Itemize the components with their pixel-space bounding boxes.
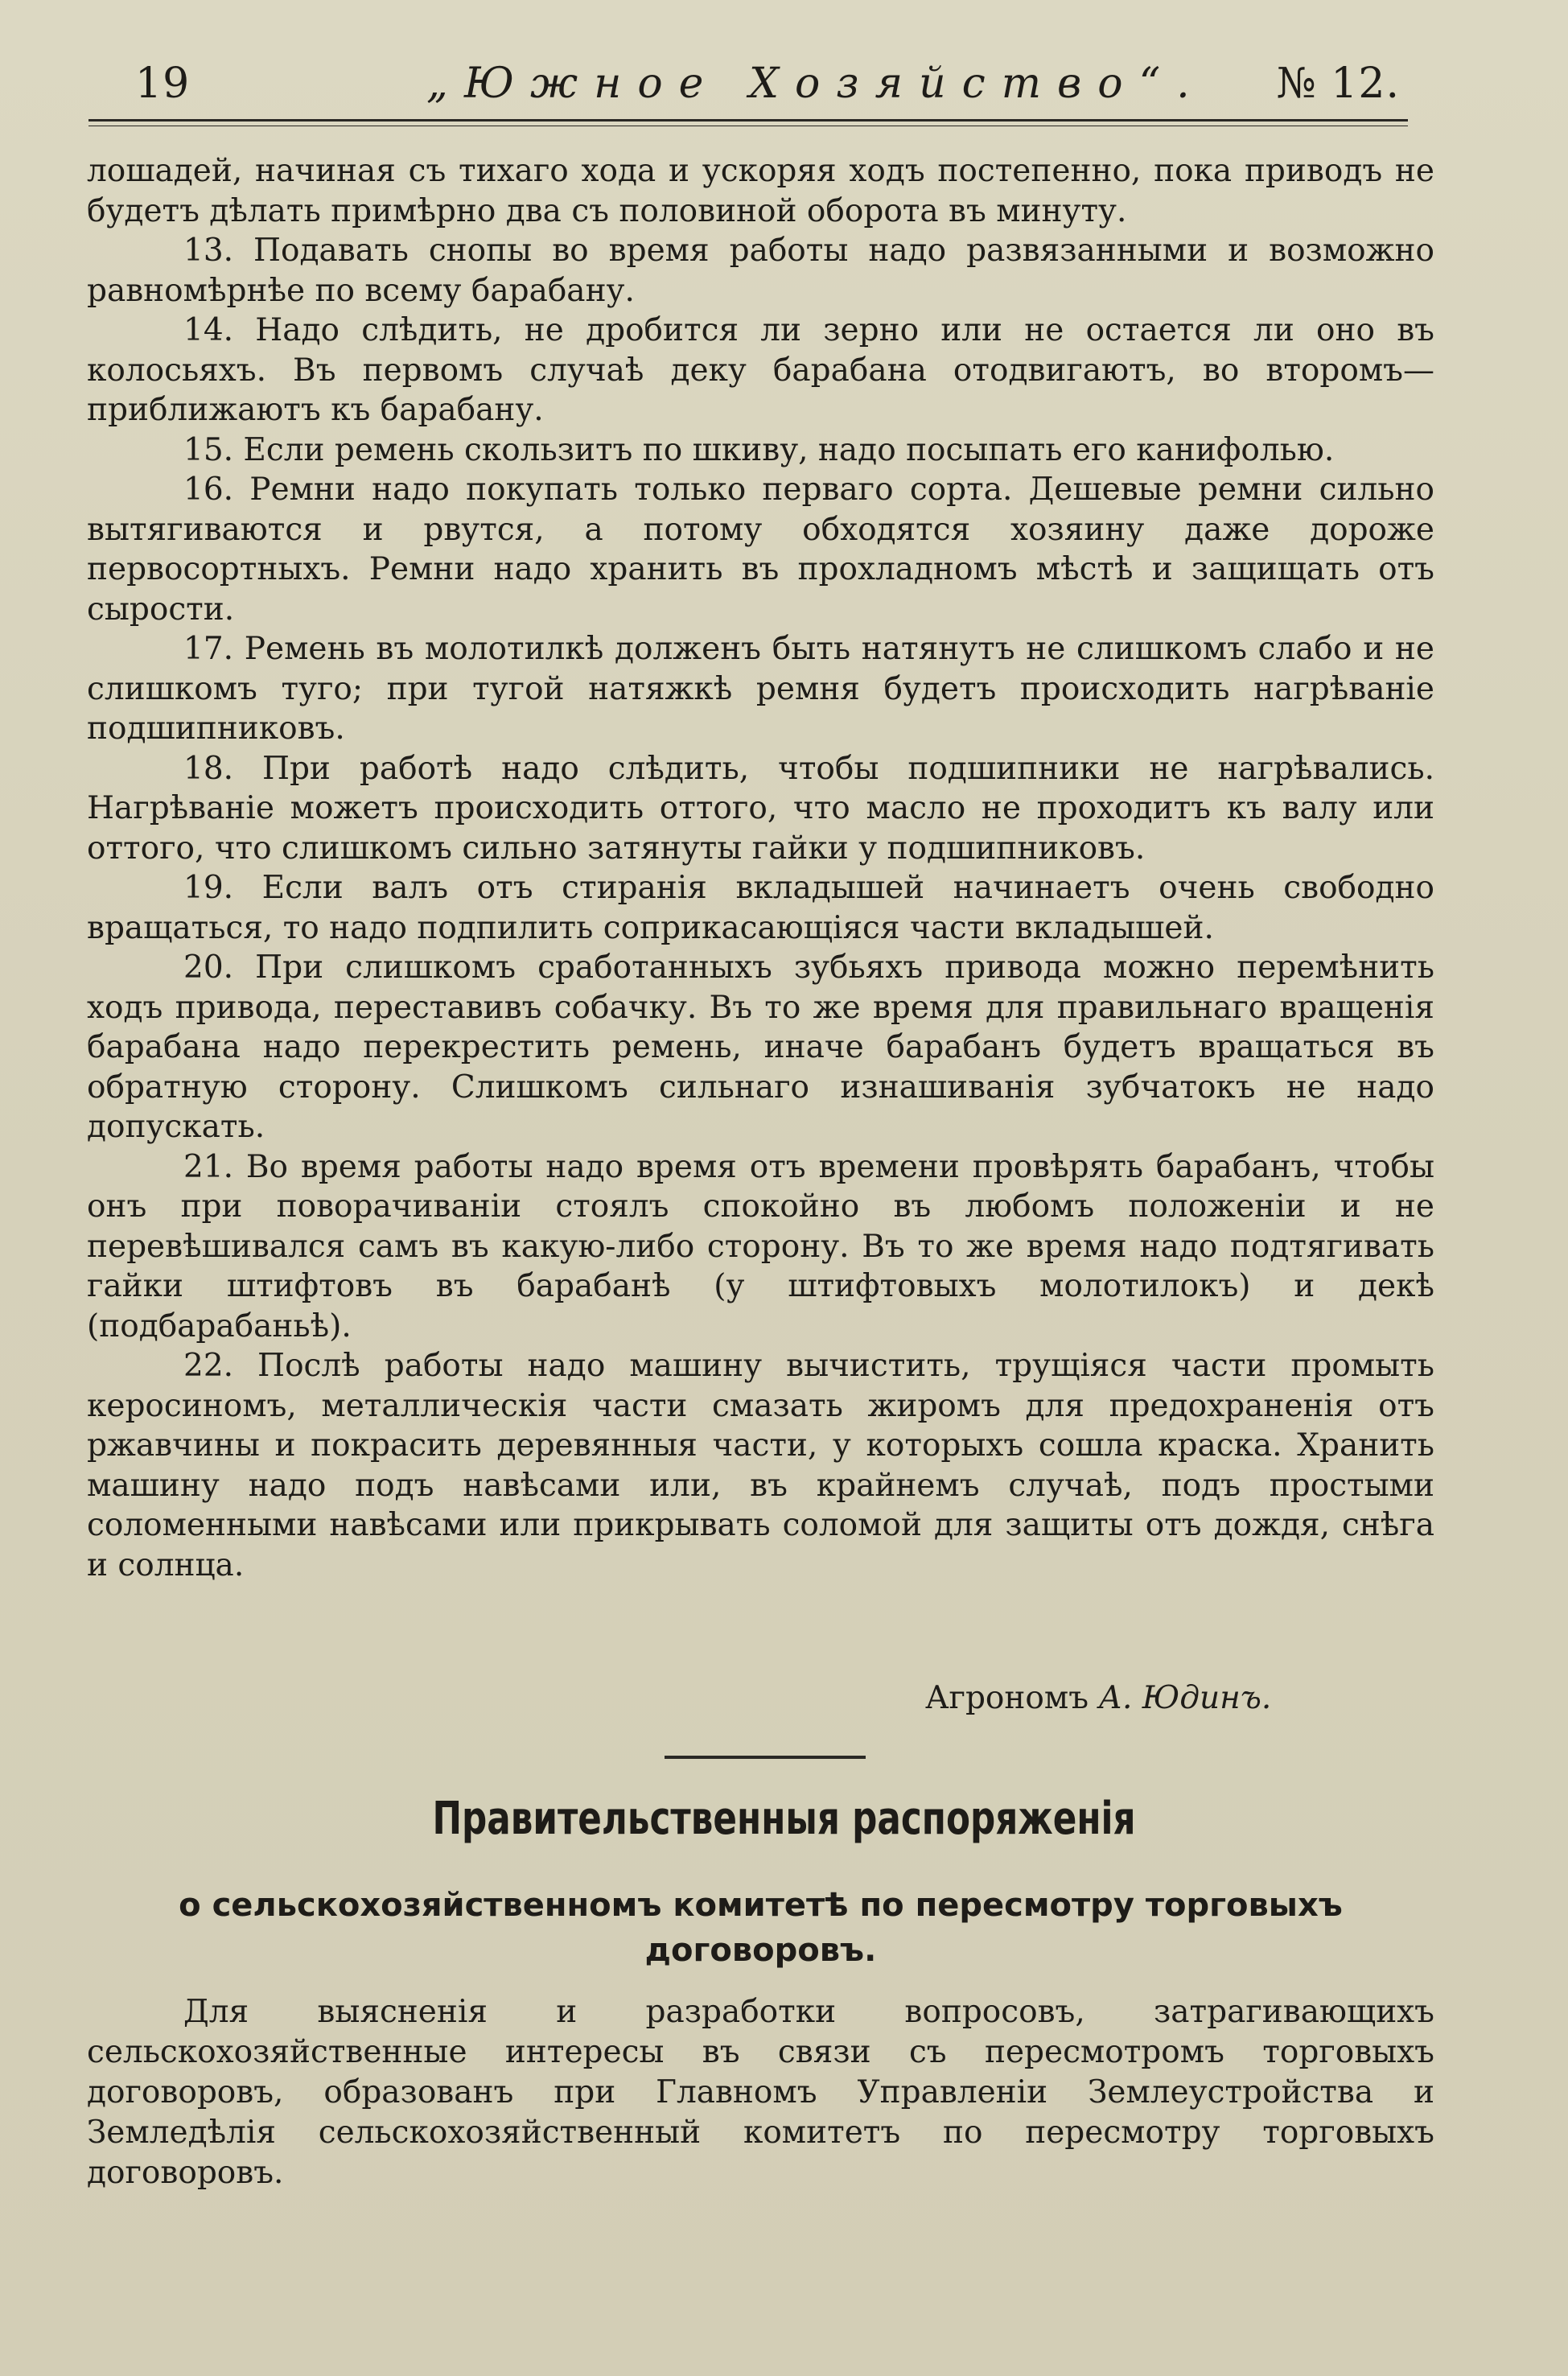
article-signature bbox=[925, 1680, 1271, 1716]
paragraph: 20. При слишкомъ сработанныхъ зубьяхъ привода можно перемѣнить ходъ привода, переставивъ собачку. Въ то же время для правильнаго вращенія барабана надо перекрестить ремень, иначе барабанъ будетъ вращаться въ обратную сторону. Слишкомъ сильнаго изнашиванія зубчатокъ не надо допускать. bbox=[87, 949, 1434, 1145]
issue-number: № 12. bbox=[1276, 60, 1400, 108]
paragraph: 16. Ремни надо покупать только перваго сорта. Дешевые ремни сильно вытягиваются и рвутся, а потому обходятся хозяину даже дороже первосортныхъ. Ремни надо хранить въ прохладномъ мѣстѣ и защищать отъ сырости. bbox=[87, 471, 1434, 628]
page-header bbox=[88, 50, 1408, 122]
section-title: Правительственныя распоряженія bbox=[432, 1793, 1136, 1845]
journal-title: „Южное Хозяйство“. bbox=[426, 60, 1206, 108]
section-subtitle: о сельскохозяйственномъ комитетѣ по пересмотру торговыхъ договоровъ. bbox=[179, 1887, 1343, 1969]
paragraph: 19. Если валъ отъ стиранія вкладышей начинаетъ очень свободно вращаться, то надо подпилить соприкасающіяся части вкладышей. bbox=[87, 870, 1434, 946]
article-body bbox=[87, 151, 1434, 1585]
header-rule bbox=[88, 119, 1408, 121]
paragraph: 18. При работѣ надо слѣдить, чтобы подшипники не нагрѣвались. Нагрѣваніе можетъ происходить оттого, что масло не проходитъ къ валу или оттого, что слишкомъ сильно затянуты гайки у подшипниковъ. bbox=[87, 750, 1434, 867]
section-divider bbox=[665, 1756, 866, 1759]
paragraph: 17. Ремень въ молотилкѣ долженъ быть натянутъ не слишкомъ слабо и не слишкомъ туго; при тугой натяжкѣ ремня будетъ происходить нагрѣваніе подшипниковъ. bbox=[87, 631, 1434, 747]
page-number: 19 bbox=[135, 60, 191, 108]
paragraph: 22. Послѣ работы надо машину вычистить, трущіяся части промыть керосиномъ, металлическія части смазать жиромъ для предохраненія отъ ржавчины и покрасить деревянныя части, у которыхъ сошла краска. Хранить машину надо подъ навѣсами или, въ крайнемъ случаѣ, подъ простыми соломенными навѣсами или прикрывать соломой для защиты отъ дождя, снѣга и солнца. bbox=[87, 1348, 1434, 1583]
section-body bbox=[87, 1992, 1434, 2193]
signature-role: Агрономъ bbox=[925, 1680, 1089, 1716]
paragraph: 15. Если ремень скользитъ по шкиву, надо посыпать его канифолью. bbox=[183, 431, 1335, 468]
paragraph: 13. Подавать снопы во время работы надо развязанными и возможно равномѣрнѣе по всему барабану. bbox=[87, 233, 1434, 309]
paragraph: Для выясненія и разработки вопросовъ, затрагивающихъ сельскохозяйственные интересы въ связи съ пересмотромъ торговыхъ договоровъ, образованъ при Главномъ Управленіи Землеустройства и Земледѣлія сельскохозяйственный комитетъ по пересмотру торговыхъ договоровъ. bbox=[87, 1994, 1434, 2191]
signature-author: А. Юдинъ. bbox=[1098, 1680, 1272, 1716]
paragraph: лошадей, начиная съ тихаго хода и ускоряя ходъ постепенно, пока приводъ не будетъ дѣлать примѣрно два съ половиной оборота въ минуту. bbox=[87, 153, 1434, 229]
paragraph: 14. Надо слѣдить, не дробится ли зерно или не остается ли оно въ колосьяхъ. Въ первомъ случаѣ деку барабана отодвигаютъ, во второмъ—приближаютъ къ барабану. bbox=[87, 312, 1434, 428]
paragraph: 21. Во время работы надо время отъ времени провѣрять барабанъ, чтобы онъ при поворачиваніи стоялъ спокойно въ любомъ положеніи и не перевѣшивался самъ въ какую-либо сторону. Въ то же время надо подтягивать гайки штифтовъ въ барабанѣ (у штифтовыхъ молотилокъ) и декѣ (подбарабаньѣ). bbox=[87, 1148, 1434, 1344]
